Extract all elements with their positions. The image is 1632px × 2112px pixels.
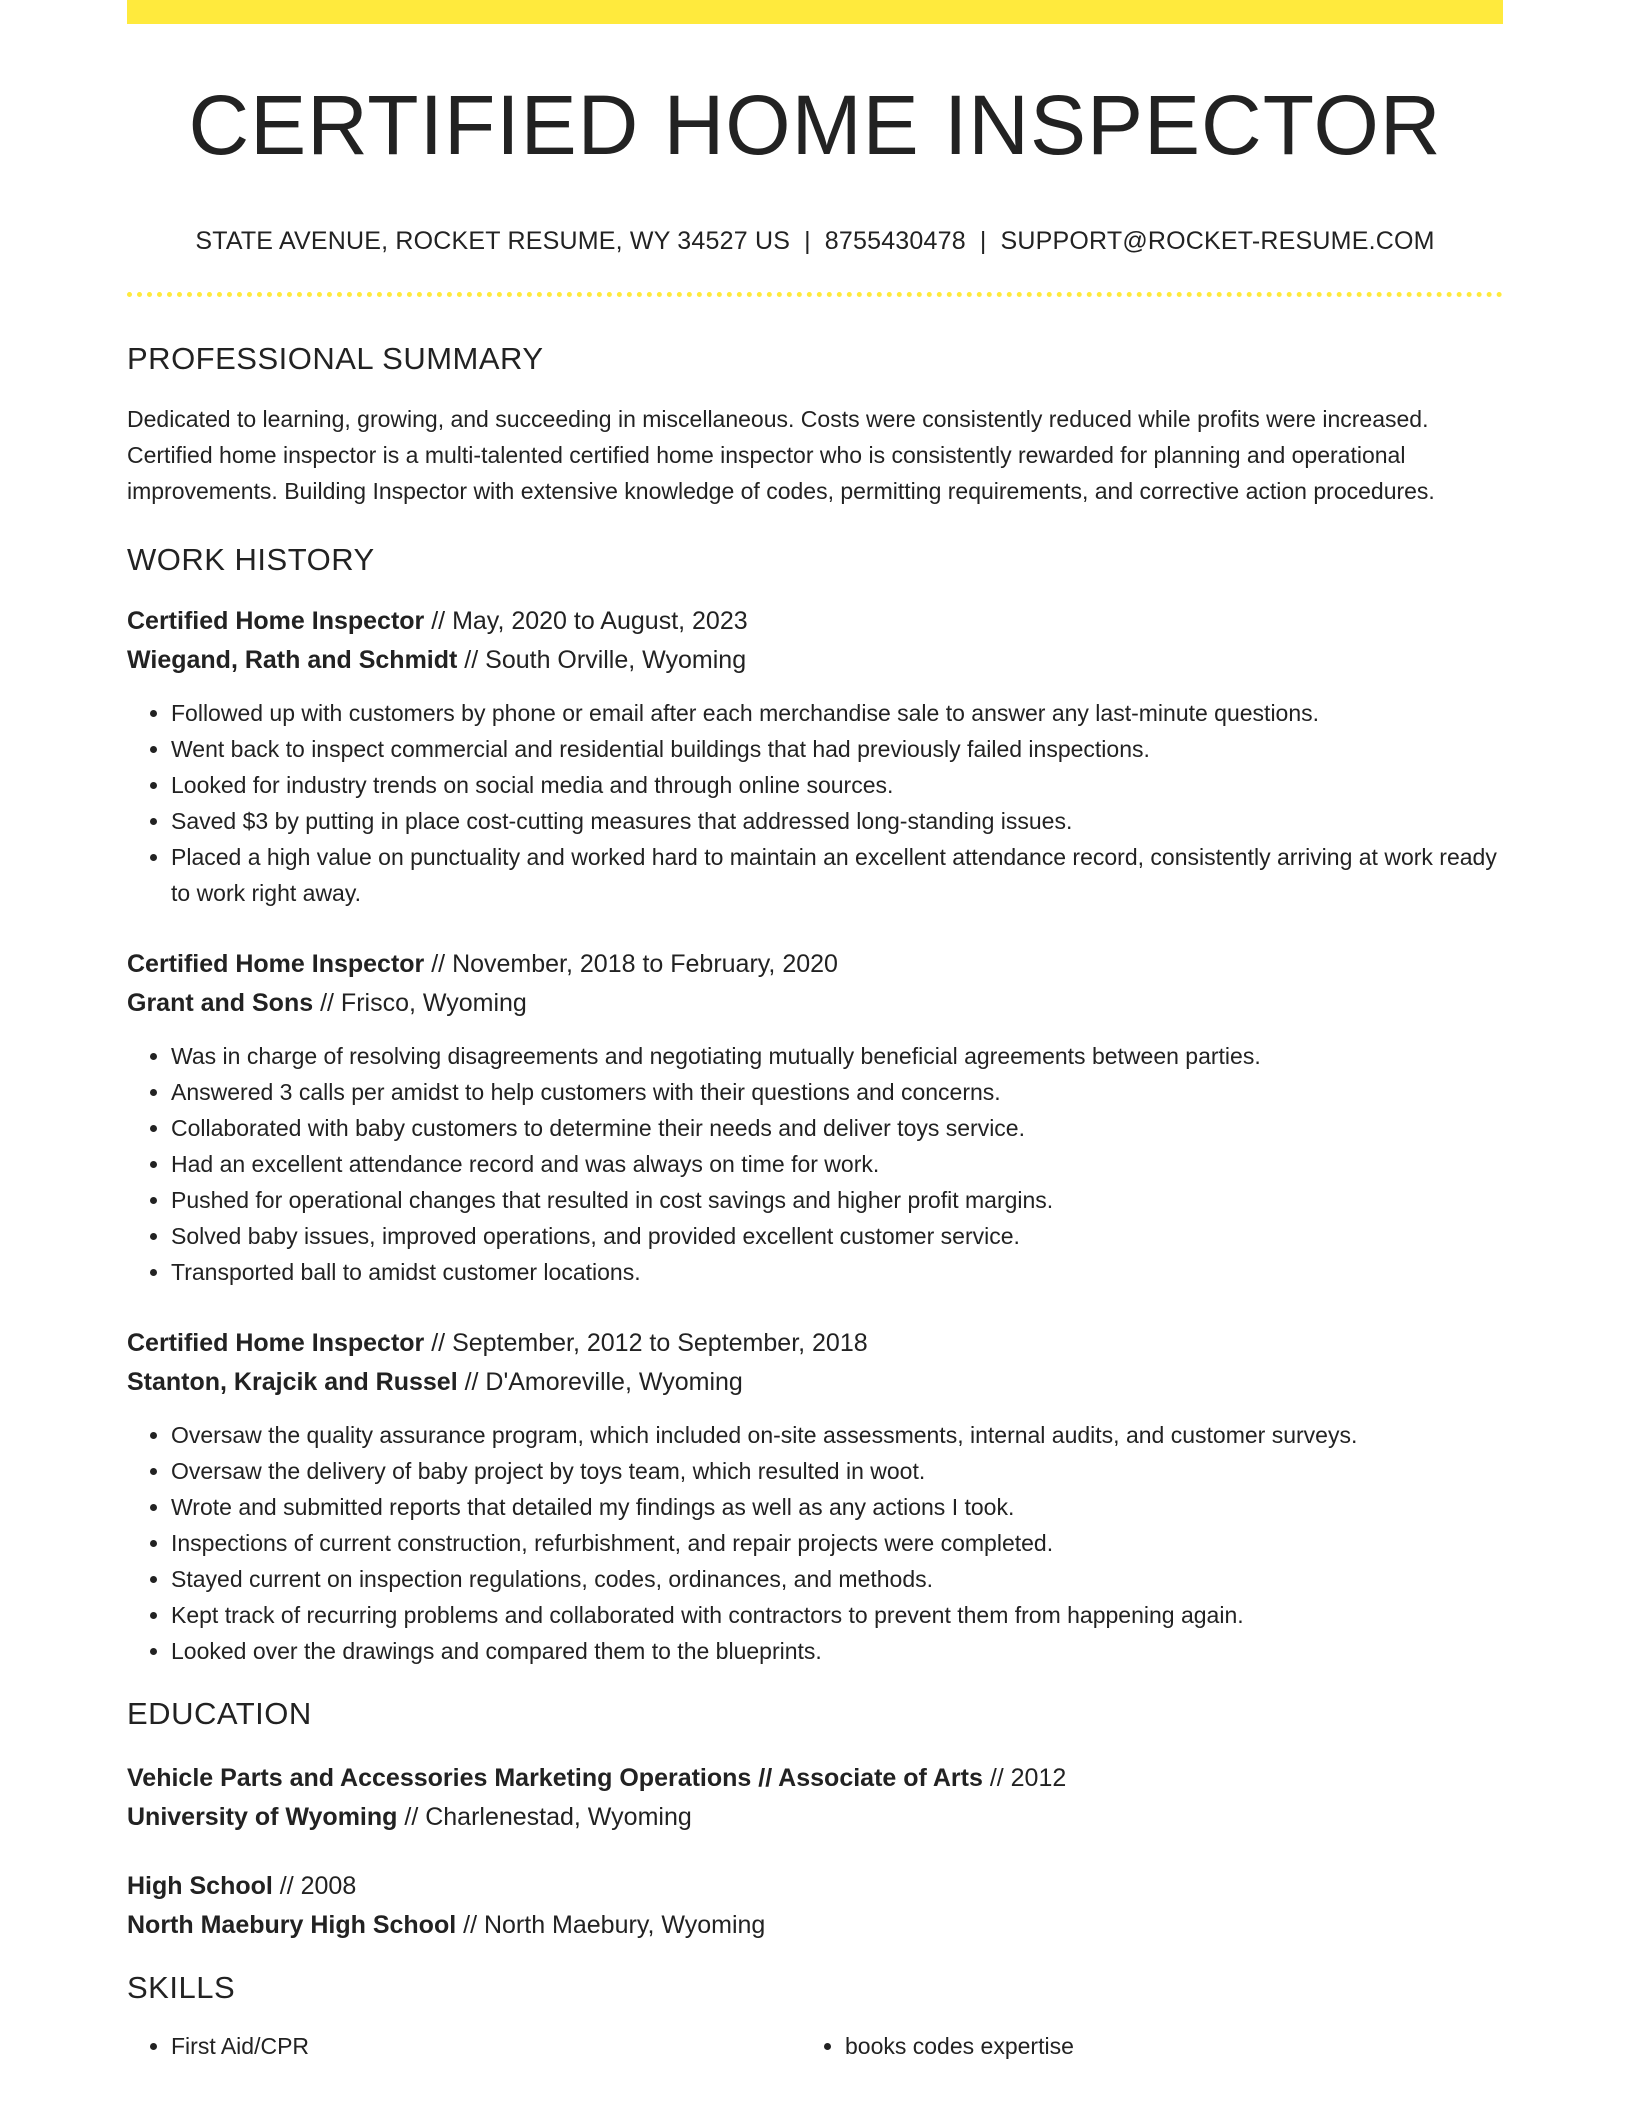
list-item: • Answered 3 calls per amidst to help customers with their questions and concerns. [171, 1074, 1503, 1110]
skill-item: • books codes expertise [845, 2028, 1475, 2064]
skills-column-left [127, 2028, 801, 2064]
education-degree-line [127, 1867, 1503, 1906]
job-dates: // November, 2018 to February, 2020 [424, 950, 838, 979]
education-location: // Charlenestad, Wyoming [397, 1802, 692, 1831]
job-entry [127, 602, 1503, 911]
job-bullets [127, 1417, 1503, 1669]
list-item: • Looked for industry trends on social media and through online sources. [171, 767, 1503, 803]
list-item: • Saved $3 by putting in place cost-cutting measures that addressed long-standing issues. [171, 803, 1503, 839]
skills-heading: SKILLS [127, 1969, 236, 2005]
section-divider [127, 292, 1503, 297]
job-title-line [127, 602, 1503, 641]
job-company: Grant and Sons [127, 989, 314, 1018]
skills-list [127, 2028, 1503, 2064]
contact-address: STATE AVENUE, ROCKET RESUME, WY 34527 US [195, 227, 791, 256]
list-item: • Oversaw the quality assurance program, which included on-site assessments, internal audits, and customer surveys. [171, 1417, 1503, 1453]
list-item: • Had an excellent attendance record and was always on time for work. [171, 1146, 1503, 1182]
resume-title: CERTIFIED HOME INSPECTOR [188, 78, 1442, 172]
education-location: // North Maebury, Wyoming [456, 1910, 766, 1939]
accent-bar [127, 0, 1503, 24]
contact-phone: 8755430478 [824, 227, 966, 256]
summary-heading: PROFESSIONAL SUMMARY [127, 341, 544, 377]
job-company-line [127, 641, 1503, 680]
list-item: • Solved baby issues, improved operations, and provided excellent customer service. [171, 1218, 1503, 1254]
summary-text: Dedicated to learning, growing, and succeeding in miscellaneous. Costs were consistently reduced while profits were increased. Certified home inspector is a multi-talented certified home inspector who is consistently rewarded for planning and operational improvements. Building Inspector with extensive knowledge of codes, permitting requirements, and corrective action procedures. [127, 406, 1435, 505]
job-company: Stanton, Krajcik and Russel [127, 1368, 458, 1397]
education-degree: Vehicle Parts and Accessories Marketing Operations // Associate of Arts [127, 1763, 983, 1792]
job-title-line [127, 945, 1503, 984]
list-item: • Inspections of current construction, refurbishment, and repair projects were completed. [171, 1525, 1503, 1561]
job-location: // Frisco, Wyoming [313, 989, 527, 1018]
job-bullets [127, 695, 1503, 911]
skill-item: • First Aid/CPR [171, 2028, 801, 2064]
education-year: // 2012 [982, 1763, 1067, 1792]
job-title-line [127, 1324, 1503, 1363]
education-year: // 2008 [272, 1871, 357, 1900]
education-school-line [127, 1906, 1503, 1945]
contact-separator: | [804, 227, 811, 256]
skills-column-right [801, 2028, 1475, 2064]
job-bullets [127, 1038, 1503, 1290]
list-item: • Wrote and submitted reports that detailed my findings as well as any actions I took. [171, 1489, 1503, 1525]
education-school-line [127, 1798, 1503, 1837]
job-title: Certified Home Inspector [127, 950, 425, 979]
list-item: • Followed up with customers by phone or email after each merchandise sale to answer any last-minute questions. [171, 695, 1503, 731]
job-title: Certified Home Inspector [127, 607, 425, 636]
contact-separator: | [979, 227, 987, 256]
job-company-line [127, 984, 1503, 1023]
list-item: • Transported ball to amidst customer locations. [171, 1254, 1503, 1290]
list-item: • Went back to inspect commercial and residential buildings that had previously failed inspections. [171, 731, 1503, 767]
education-school: University of Wyoming [127, 1802, 398, 1831]
list-item: • Oversaw the delivery of baby project by toys team, which resulted in woot. [171, 1453, 1503, 1489]
education-school: North Maebury High School [127, 1910, 457, 1939]
job-title: Certified Home Inspector [127, 1329, 425, 1358]
job-location: // South Orville, Wyoming [457, 646, 747, 675]
education-degree-line [127, 1759, 1503, 1798]
job-company: Wiegand, Rath and Schmidt [127, 646, 458, 675]
job-dates: // September, 2012 to September, 2018 [424, 1329, 868, 1358]
contact-info [127, 226, 1503, 256]
contact-email: SUPPORT@ROCKET-RESUME.COM [1000, 227, 1435, 256]
list-item: • Stayed current on inspection regulations, codes, ordinances, and methods. [171, 1561, 1503, 1597]
education-entry [127, 1759, 1503, 1837]
list-item: • Pushed for operational changes that resulted in cost savings and higher profit margins. [171, 1182, 1503, 1218]
education-degree: High School [127, 1871, 273, 1900]
list-item: • Collaborated with baby customers to determine their needs and deliver toys service. [171, 1110, 1503, 1146]
resume-page [127, 0, 1503, 2064]
job-dates: // May, 2020 to August, 2023 [424, 607, 748, 636]
list-item: • Kept track of recurring problems and collaborated with contractors to prevent them from happening again. [171, 1597, 1503, 1633]
education-heading: EDUCATION [127, 1696, 312, 1732]
list-item: • Looked over the drawings and compared them to the blueprints. [171, 1633, 1503, 1669]
job-entry [127, 945, 1503, 1290]
list-item: • Placed a high value on punctuality and worked hard to maintain an excellent attendance record, consistently arriving at work ready to work right away. [171, 839, 1503, 911]
education-entry [127, 1867, 1503, 1945]
job-entry [127, 1324, 1503, 1669]
job-company-line [127, 1363, 1503, 1402]
list-item: • Was in charge of resolving disagreements and negotiating mutually beneficial agreements between parties. [171, 1038, 1503, 1074]
job-location: // D'Amoreville, Wyoming [457, 1368, 743, 1397]
work-history-heading: WORK HISTORY [127, 542, 375, 578]
